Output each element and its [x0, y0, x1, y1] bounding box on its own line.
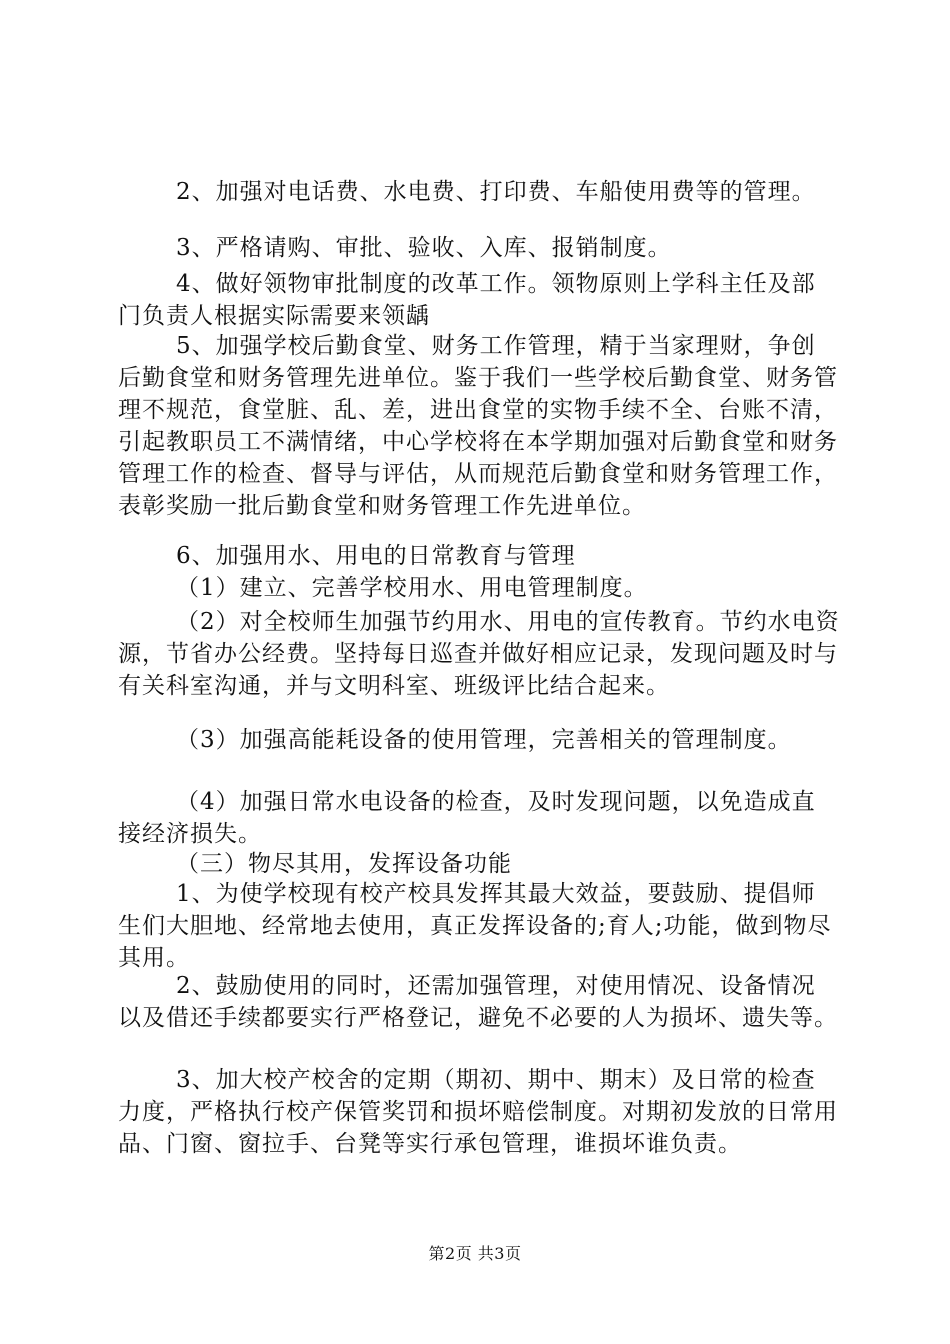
paragraph-2: 3、严格请购、审批、验收、入库、报销制度。	[176, 235, 672, 261]
paragraph-7: （2）对全校师生加强节约用水、用电的宣传教育。节约水电资源，节省办公经费。坚持每日巡查并做好相应记录，发现问题及时与有关科室沟通，并与文明科室、班级评比结合起来。	[118, 609, 840, 699]
paragraph-12: 2、鼓励使用的同时，还需加强管理，对使用情况、设备情况以及借还手续都要实行严格登记，避免不必要的人为损坏、遗失等。	[118, 973, 838, 1031]
paragraph-4: 5、加强学校后勤食堂、财务工作管理，精于当家理财，争创后勤食堂和财务管理先进单位。鉴于我们一些学校后勤食堂、财务管理不规范，食堂脏、乱、差，进出食堂的实物手续不全、台账不清，引起教职员工不满情绪，中心学校将在本学期加强对后勤食堂和财务管理工作的检查、督导与评估，从而规范后勤食堂和财务管理工作，表彰奖励一批后勤食堂和财务管理工作先进单位。	[118, 333, 838, 519]
paragraph-11: 1、为使学校现有校产校具发挥其最大效益，要鼓励、提倡师生们大胆地、经常地去使用，真正发挥设备的;育人;功能，做到物尽其用。	[118, 881, 832, 971]
section-heading: （三）物尽其用，发挥设备功能	[176, 851, 512, 877]
paragraph-1: 2、加强对电话费、水电费、打印费、车船使用费等的管理。	[176, 179, 816, 205]
paragraph-3: 4、做好领物审批制度的改革工作。领物原则上学科主任及部门负责人根据实际需要来领龋	[118, 271, 816, 329]
paragraph-13: 3、加大校产校舍的定期（期初、期中、期末）及日常的检查力度，严格执行校产保管奖罚和损坏赔偿制度。对期初发放的日常用品、门窗、窗拉手、台凳等实行承包管理，谁损坏谁负责。	[118, 1067, 838, 1157]
paragraph-6: （1）建立、完善学校用水、用电管理制度。	[176, 575, 648, 601]
paragraph-8: （3）加强高能耗设备的使用管理，完善相关的管理制度。	[176, 727, 792, 753]
page-number: 第2页 共3页	[428, 1244, 522, 1263]
paragraph-9: （4）加强日常水电设备的检查，及时发现问题，以免造成直接经济损失。	[118, 789, 816, 847]
paragraph-5: 6、加强用水、用电的日常教育与管理	[176, 543, 576, 569]
